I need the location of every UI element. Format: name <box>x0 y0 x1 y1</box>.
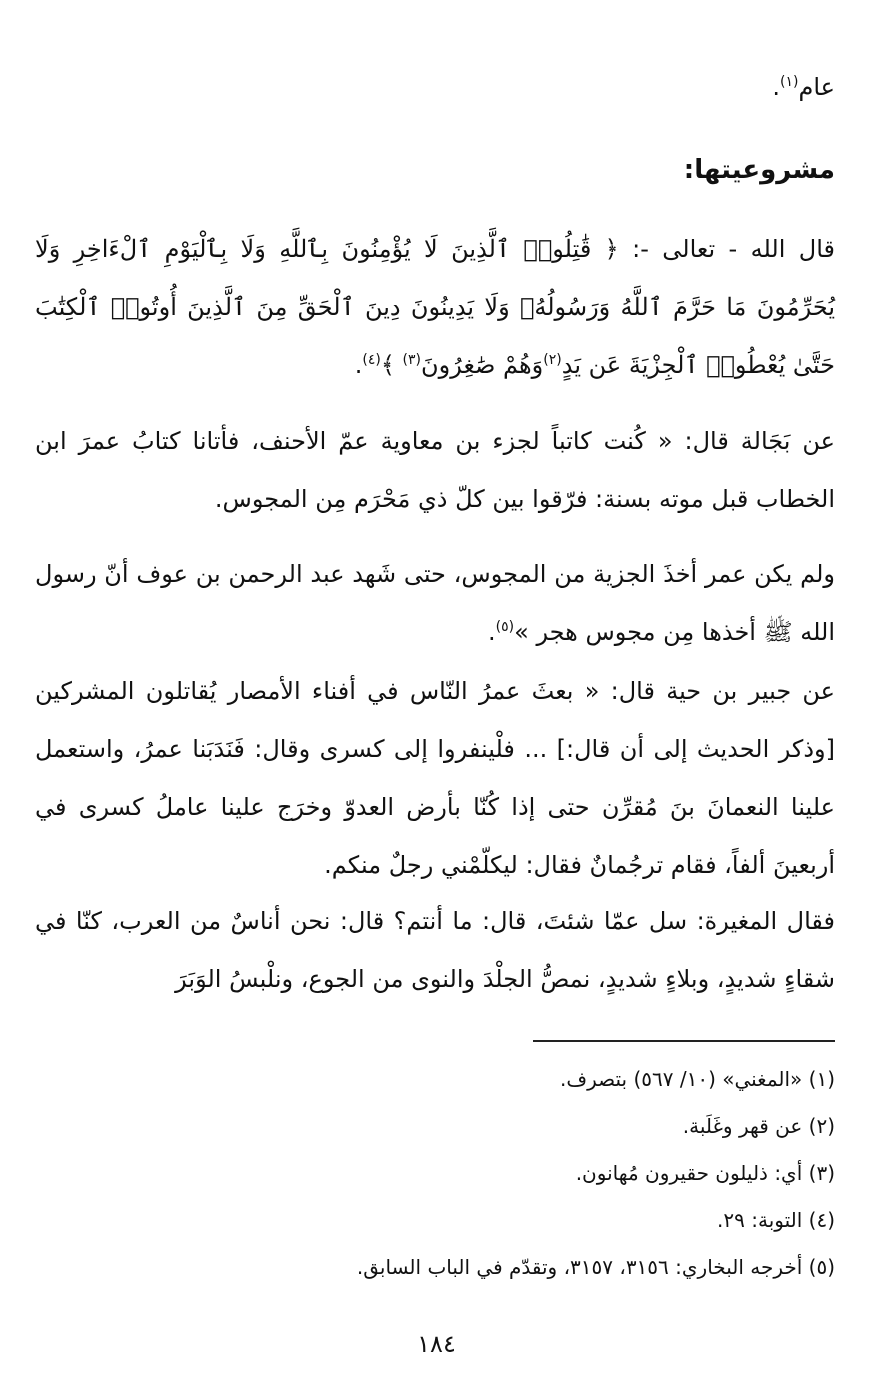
footnote-1: (١) «المغني» (١٠/ ٥٦٧) بتصرف. <box>560 1067 835 1091</box>
footnotes-list <box>35 1056 835 1291</box>
quran-verse: ﴿ قَٰتِلُوا۟ ٱلَّذِينَ لَا يُؤْمِنُونَ بِٱللَّهِ وَلَا بِٱلْيَوْمِ ٱلْءَاخِرِ وَلَا يُحَرِّمُونَ مَا حَرَّمَ ٱللَّهُ وَرَسُولُهُۥ وَلَا يَدِينُونَ دِينَ ٱلْحَقِّ مِنَ ٱلَّذِينَ أُوتُوا۟ ٱلْكِتَٰبَ حَتَّىٰ يُعْطُوا۟ ٱلْجِزْيَةَ عَن يَدٍ <box>35 235 835 379</box>
top-fragment-text: عام <box>798 73 835 101</box>
footnote-2: (٢) عن قهر وغَلَبة. <box>682 1114 835 1138</box>
footnote-5: (٥) أخرجه البخاري: ٣١٥٦، ٣١٥٧، وتقدّم في الباب السابق. <box>356 1255 835 1279</box>
footnote-ref-4[interactable]: (٤) <box>362 352 381 368</box>
footnote-ref-1[interactable]: (١) <box>780 74 799 90</box>
paragraph-majus <box>35 545 835 661</box>
paragraph-3-end: . <box>488 618 496 646</box>
footnote-ref-2[interactable]: (٢) <box>543 352 562 368</box>
quran-verse-close: ﴾ <box>380 351 403 379</box>
section-heading: مشروعيتها: <box>683 155 835 185</box>
paragraph-bajala <box>35 412 835 528</box>
page-number: ١٨٤ <box>417 1330 456 1358</box>
footnote-3: (٣) أي: ذليلون حقيرون مُهانون. <box>575 1161 835 1185</box>
footnote-divider <box>533 1040 835 1042</box>
paragraph-4-text: عن جبير بن حية قال: « بعثَ عمرُ النّاس في أفناء الأمصار يُقاتلون المشركين [وذكر الحديث إلى أن قال:] ... فلْينفروا إلى كسرى وقال: فَنَدَبَنا عمرُ، واستعمل علينا النعمانَ بنَ مُقرِّن حتى إذا كُنّا بأرض العدوّ وخرَج علينا عاملُ كسرى في أربعينَ ألفاً، فقام ترجُمانٌ فقال: ليكلّمْني رجلٌ منكم. <box>35 677 835 879</box>
footnote-4: (٤) التوبة: ٢٩. <box>717 1208 835 1232</box>
footnote-ref-5[interactable]: (٥) <box>495 619 515 635</box>
paragraph-mughira <box>35 892 835 1008</box>
top-fragment <box>35 58 835 116</box>
paragraph-1-intro: قال الله - تعالى -: <box>618 235 836 263</box>
footnote-ref-3[interactable]: (٣) <box>402 352 421 368</box>
top-fragment-tail: . <box>772 73 781 101</box>
paragraph-3-text: ولم يكن عمر أخذَ الجزية من المجوس، حتى شَهد عبد الرحمن بن عوف أنّ رسول الله ﷺ أخذها مِن مجوس هجر » <box>35 560 835 646</box>
paragraph-5-text: فقال المغيرة: سل عمّا شئتَ، قال: ما أنتم؟ قال: نحن أناسٌ من العرب، كنّا في شقاءٍ شديدٍ، وبلاءٍ شديدٍ، نمصُّ الجلْدَ والنوى من الجوع، ونلْبسُ الوَبَرَ <box>35 907 835 993</box>
paragraph-jubayr <box>35 662 835 894</box>
paragraph-1-end: . <box>354 351 363 379</box>
paragraph-2-text: عن بَجَالة قال: « كُنت كاتباً لجزء بن معاوية عمّ الأحنف، فأتانا كتابُ عمرَ ابن الخطاب قبل موته بسنة: فرّقوا بين كلّ ذي مَحْرَم مِن المجوس. <box>35 427 835 513</box>
paragraph-quran <box>35 220 835 394</box>
quran-verse-tail: وَهُمْ صَٰغِرُونَ <box>420 351 544 379</box>
